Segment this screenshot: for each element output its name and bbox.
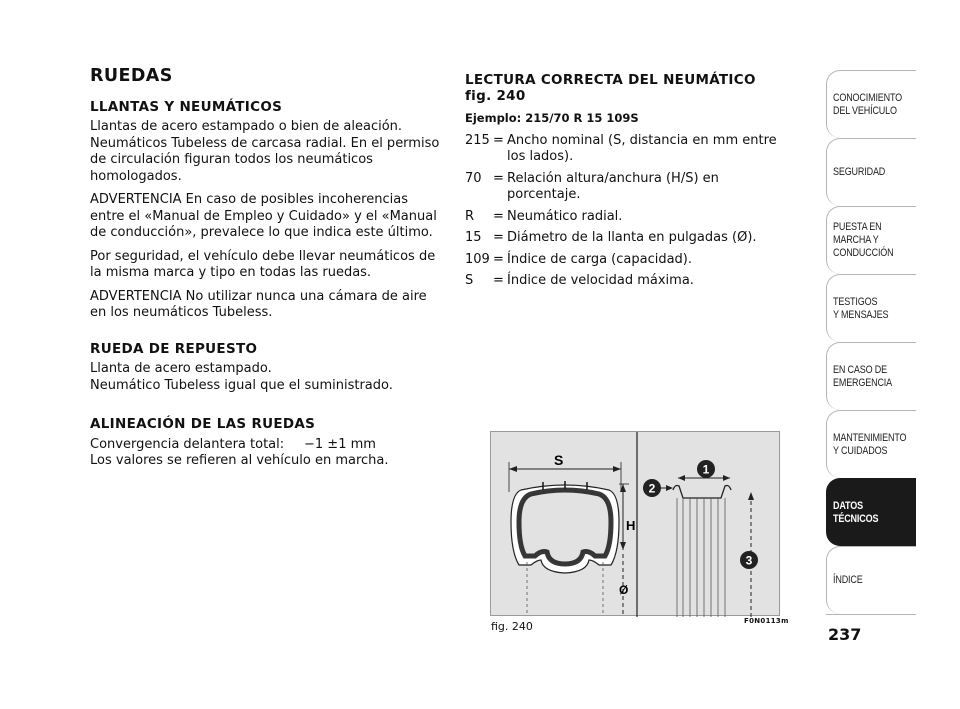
tab-label: DATOS TÉCNICOS [833, 499, 879, 525]
page-number: 237 [828, 625, 862, 644]
alignment-heading: ALINEACIÓN DE LAS RUEDAS [90, 416, 316, 432]
definition-row [465, 133, 790, 166]
warning-manual-paragraph: ADVERTENCIA En caso de posibles incoherencias entre el «Manual de Empleo y Cuidado» y el «Manual de conducción», prevalece lo que indica este último. [90, 192, 437, 240]
definition-row [465, 273, 790, 290]
svg-text:1: 1 [702, 462, 710, 477]
definition-text: Diámetro de la llanta en pulgadas (Ø). [507, 230, 757, 245]
definition-code: 109 [465, 251, 490, 267]
convergence-row [90, 437, 445, 454]
tab-label: ÍNDICE [833, 574, 863, 586]
definition-text: Relación altura/anchura (H/S) en porcentaje. [507, 170, 719, 202]
tab-mantenimiento[interactable] [826, 410, 916, 478]
tyres-paragraph: Llantas de acero estampado o bien de aleación. Neumáticos Tubeless de carcasa radial. En el permiso de circulación figuran todos los neumáticos homologados. [90, 119, 440, 184]
definition-row [465, 252, 790, 269]
label-s: S [554, 452, 564, 468]
warning-tubeless-paragraph: ADVERTENCIA No utilizar nunca una cámara de aire en los neumáticos Tubeless. [90, 288, 427, 320]
rim-profile [673, 486, 731, 499]
svg-text:2: 2 [648, 481, 656, 496]
definition-equals: = [493, 251, 504, 267]
label-h: H [626, 518, 636, 533]
definition-text: Índice de carga (capacidad). [507, 251, 693, 267]
tab-datos[interactable] [826, 478, 916, 546]
figure-code: F0N0113m [744, 617, 789, 625]
definition-code: 15 [465, 230, 482, 245]
values-note: Los valores se refieren al vehículo en marcha. [90, 453, 389, 468]
definition-text: Neumático radial. [507, 208, 623, 224]
tyre-diagram-svg [491, 432, 781, 617]
definition-equals: = [493, 132, 504, 148]
label-diameter: Ø [619, 583, 629, 597]
tab-label: SEGURIDAD [833, 166, 886, 178]
example-line: Ejemplo: 215/70 R 15 109S [465, 111, 639, 125]
definition-equals: = [493, 208, 504, 224]
spare-wheel-heading: RUEDA DE REPUESTO [90, 340, 258, 357]
tab-label: TESTIGOS Y MENSAJES [833, 295, 889, 321]
definition-text: Ancho nominal (S, distancia en mm entre los lados). [507, 132, 777, 164]
right-column [465, 72, 790, 295]
tab-testigos[interactable] [826, 274, 916, 342]
tyre-diagram [490, 431, 780, 616]
definition-equals: = [493, 273, 504, 288]
spare-line-1: Llanta de acero estampado. [90, 361, 272, 376]
tab-conocimiento[interactable] [826, 70, 916, 138]
spare-line-2: Neumático Tubeless igual que el suministrado. [90, 377, 393, 393]
tyres-heading: LLANTAS Y NEUMÁTICOS [90, 98, 283, 115]
tab-indice[interactable] [826, 546, 916, 614]
tab-en[interactable] [826, 342, 916, 410]
definition-code: 70 [465, 170, 482, 186]
safety-paragraph: Por seguridad, el vehículo debe llevar neumáticos de la misma marca y tipo en todas las ruedas. [90, 248, 436, 280]
convergence-value: −1 ±1 mm [304, 436, 376, 452]
chapter-tabs [826, 70, 916, 615]
convergence-label: Convergencia delantera total: [90, 436, 285, 452]
definition-text: Índice de velocidad máxima. [507, 273, 694, 288]
tab-label: CONOCIMIENTO DEL VEHÍCULO [833, 91, 903, 117]
definition-code: R [465, 208, 475, 224]
left-column [90, 68, 445, 470]
reading-heading: LECTURA CORRECTA DEL NEUMÁTICO [465, 72, 756, 88]
definition-code: 215 [465, 132, 490, 148]
tab-label: MANTENIMIENTO Y CUIDADOS [833, 431, 907, 457]
tyre-section-carcass [519, 490, 611, 564]
definition-equals: = [493, 170, 504, 186]
definition-code: S [465, 273, 474, 288]
tab-puesta[interactable] [826, 206, 916, 274]
tab-label: PUESTA EN MARCHA Y CONDUCCIÓN [833, 221, 894, 259]
definition-row [465, 230, 790, 247]
definition-row [465, 209, 790, 226]
tab-label: EN CASO DE EMERGENCIA [833, 363, 893, 389]
definition-equals: = [493, 230, 504, 245]
definition-row [465, 171, 790, 204]
svg-text:3: 3 [745, 553, 753, 568]
figure-caption: fig. 240 [491, 620, 533, 633]
tabs-bottom-rule [826, 614, 916, 615]
reading-heading-fig: fig. 240 [465, 88, 526, 104]
section-title: RUEDAS [90, 66, 173, 86]
tab-seguridad[interactable] [826, 138, 916, 206]
definitions-list [465, 133, 790, 290]
